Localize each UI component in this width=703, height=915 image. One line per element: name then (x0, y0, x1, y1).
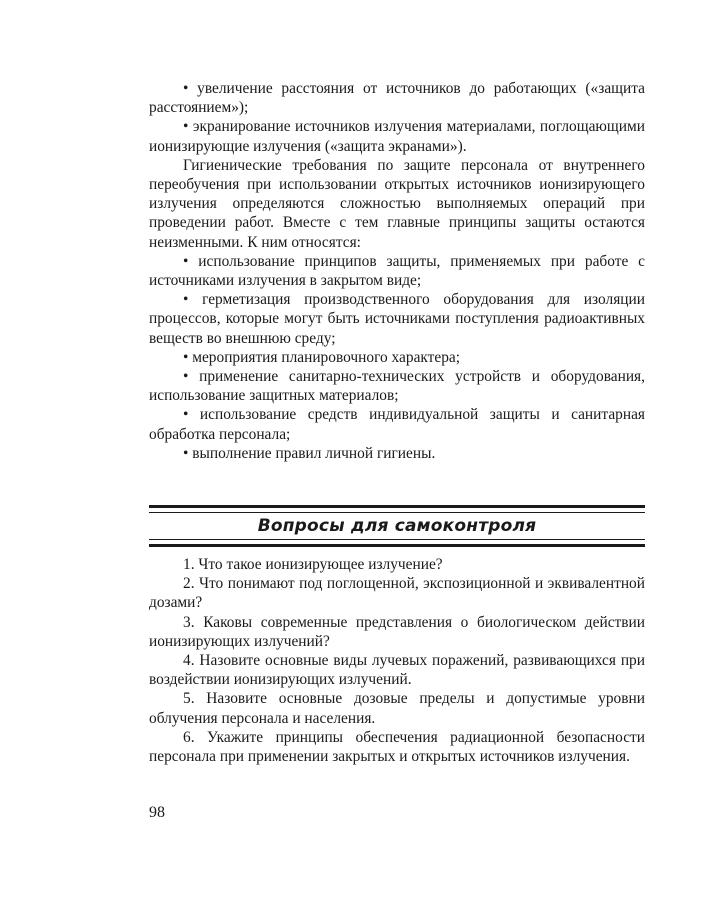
bullet-personal-hygiene: • выполнение правил личной гигиены. (183, 444, 436, 462)
body-text (149, 79, 645, 463)
bullet-sealing-equipment: • герметизация производственного оборудования для изоляции процессов, которые могут быть источниками поступления радиоактивных веществ во внешнюю среду; (149, 291, 645, 347)
bullet-closed-source-principles: • использование принципов защиты, применяемых при работе с источниками излучения в закрытом виде; (149, 252, 645, 290)
page-number: 98 (149, 804, 165, 821)
question-item: 6. Укажите принципы обеспечения радиационной безопасности персонала при применении закрытых и открытых источников излучения. (149, 728, 645, 766)
question-item: 4. Назовите основные виды лучевых поражений, развивающихся при воздействии ионизирующих излучений. (149, 652, 645, 689)
self-check-questions (149, 555, 645, 766)
section-rule-bottom (149, 539, 645, 547)
bullet-shielding: • экранирование источников излучения материалами, поглощающими ионизирующие излучения («защита экранами»). (149, 118, 645, 155)
bullet-distance-protection: • увеличение расстояния от источников до работающих («защита расстоянием»); (149, 80, 645, 117)
bullet-planning-measures: • мероприятия планировочного характера; (183, 348, 461, 366)
paragraph-hygiene-requirements: Гигиенические требования по защите персонала от внутреннего переобучения при использовании открытых источников ионизирующего излучения определяются сложностью выполняемых операций при проведении работ. Вместе с тем главные принципы защиты остаются неизменными. К ним относятся: (149, 156, 645, 251)
question-item: 2. Что понимают под поглощенной, экспозиционной и эквивалентной дозами? (149, 575, 645, 612)
question-item: 5. Назовите основные дозовые пределы и допустимые уровни облучения персонала и населения. (149, 690, 645, 727)
bullet-personal-protection: • использование средств индивидуальной защиты и санитарная обработка персонала; (149, 406, 645, 443)
section-rule-top (149, 505, 645, 513)
section-heading: Вопросы для самоконтроля (257, 516, 537, 536)
question-item: 3. Каковы современные представления о биологическом действии ионизирующих излучений? (149, 613, 645, 650)
question-item: 1. Что такое ионизирующее излучение? (183, 556, 443, 573)
bullet-sanitary-devices: • применение санитарно-технических устройств и оборудования, использование защитных материалов; (149, 368, 645, 405)
